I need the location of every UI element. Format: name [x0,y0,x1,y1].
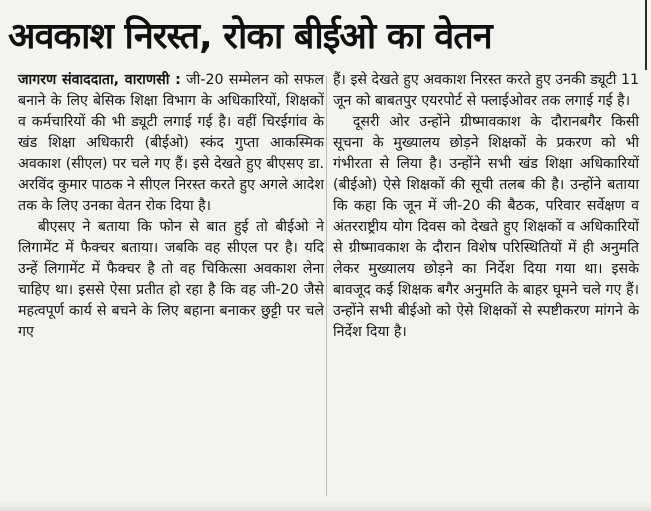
paragraph-1-text: जी-20 सम्मेलन को सफल बनाने के लिए बेसिक शिक्षा विभाग के अधिकारियों, शिक्षकों व कर्मचारियों की भी ड्यूटी लगाई गई है। वहीं चिरईगांव के खंड शिक्षा अधिकारी (बीईओ) स्कंद गुप्ता आकस्मिक अवकाश (सीएल) पर चले गए हैं। इसे देखते हुए बीएसए डा. अरविंद कुमार पाठक ने सीएल निरस्त करते हुए अगले आदेश तक के लिए उनका वेतन रोक दिया है। [18,72,324,214]
headline: अवकाश निरस्त, रोका बीईओ का वेतन [8,16,492,57]
column-divider [326,76,327,496]
paragraph-4: दूसरी ओर उन्होंने ग्रीष्मावकाश के दौरानबगैर किसी सूचना के मुख्यालय छोड़ने शिक्षकों के प्रकरण को भी गंभीरता से लिया है। उन्होंने सभी खंड शिक्षा अधिकारियों (बीईओ) ऐसे शिक्षकों की सूची तलब की है। उन्होंने बताया कि कहा कि जून में जी-20 की बैठक, परिवार सर्वेक्षण व अंतरराष्ट्रीय योग दिवस को देखते हुए शिक्षकों व अधिकारियों से ग्रीष्मावकाश के दौरान विशेष परिस्थितियों में ही अनुमति लेकर मुख्यालय छोड़ने का निर्देश दिया गया था। इसके बावजूद कई शिक्षक बगैर अनुमति के बाहर घूमने चले गए हैं। उन्होंने सभी बीईओ को ऐसे शिक्षकों से स्पष्टीकरण मांगने के निर्देश दिया है। [333,114,639,340]
paragraph-2: बीएसए ने बताया कि फोन से बात हुई तो बीईओ ने लिगामेंट में फैक्चर बताया। जबकि वह सीएल पर है। यदि उन्हें लिगामेंट में फैक्चर है तो वह चिकित्सा अवकाश लेना चाहिए था। इससे ऐसा प्रतीत हो रहा है कि वह जी-20 जैसे महत्वपूर्ण कार्य से बचने के लिए बहाना बनाकर छुट्टी पर चले गए [18,219,324,340]
column-rule-right [645,0,647,70]
page-edge-shadow [0,501,651,511]
article-column-left [18,70,324,343]
paragraph-3: हैं। इसे देखते हुए अवकाश निरस्त करते हुए उनकी ड्यूटी 11 जून को बाबतपुर एयरपोर्ट से फ्लाईओवर तक लगाई गई है। [333,72,639,109]
article-column-right [333,70,639,343]
dateline: जागरण संवाददाता, वाराणसी : [18,72,181,88]
paragraph-1 [18,70,324,217]
